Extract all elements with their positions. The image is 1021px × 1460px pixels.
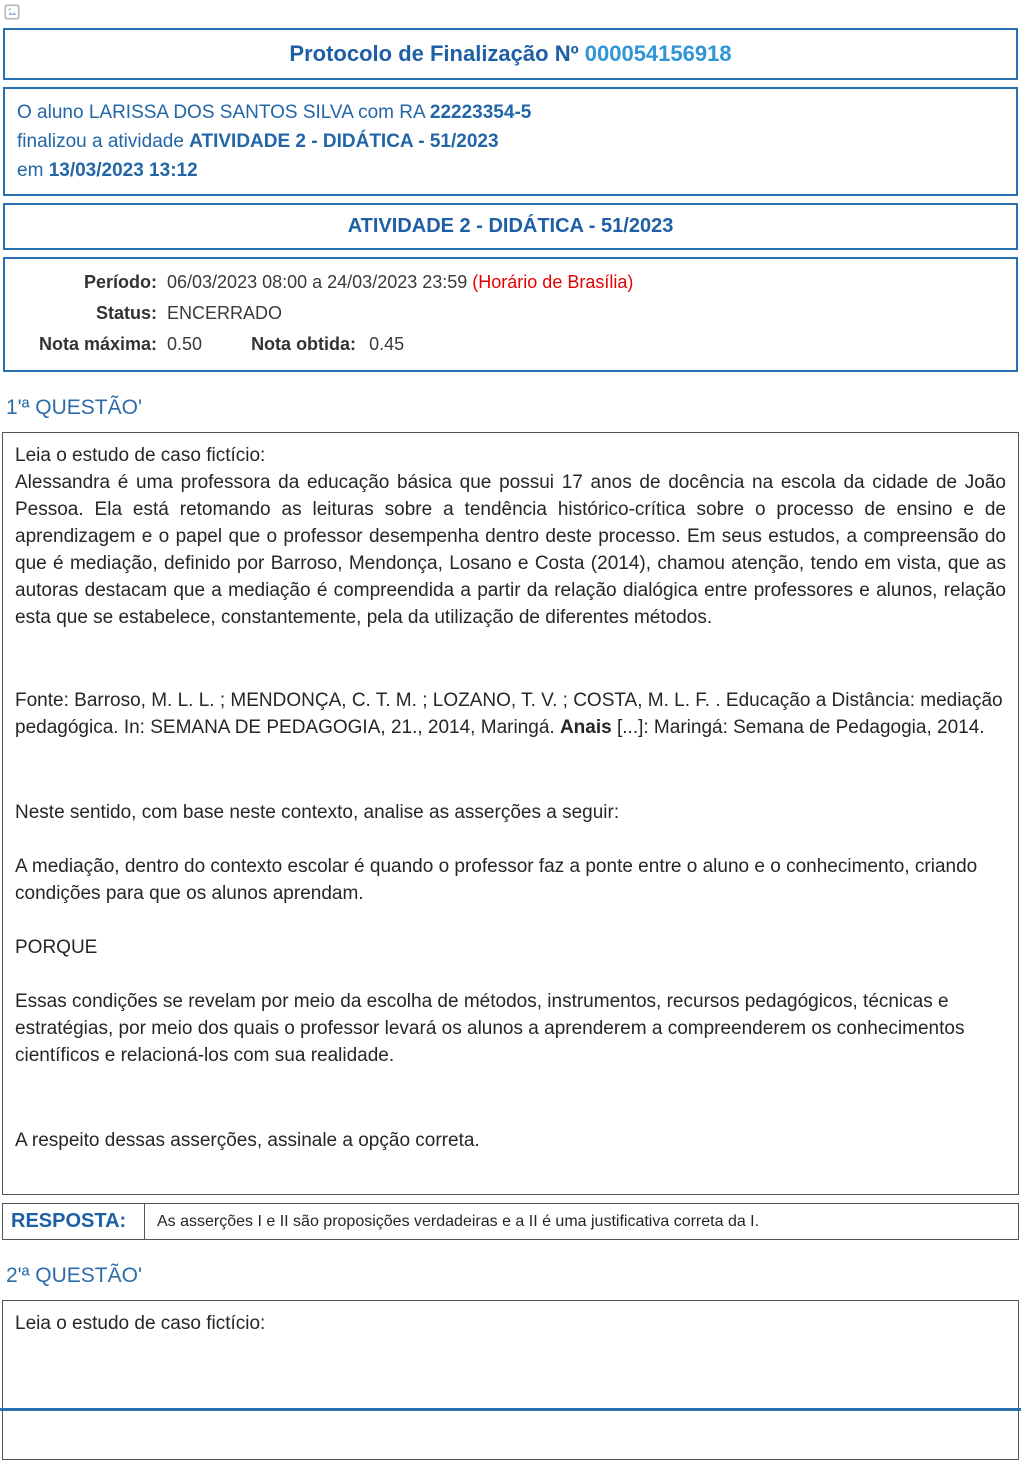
periodo-row [5, 267, 1016, 298]
question1-case-text: Alessandra é uma professora da educação básica que possui 17 anos de docência na escola da cidade de João Pessoa. Ela está retomando as leituras sobre a tendência histórico-crítica sobre o processo de ensino e de aprendizagem e o papel que o professor desempenha dentro deste processo. Em seus estudos, a compreensão do que é mediação, definido por Barroso, Mendonça, Losano e Costa (2014), chamou atenção, tendo em vista, que as autoras destacam que a mediação é compreendida a partir da relação dialógica entre professores e alunos, relação esta que se estabelece, constantemente, pela da utilização de diferentes métodos. [15, 472, 1006, 628]
question1-box [2, 432, 1019, 1195]
question1-assertion1: A mediação, dentro do contexto escolar é quando o professor faz a ponte entre o aluno e o conhecimento, criando condições para que os alunos aprendam. [15, 856, 978, 904]
activity-details-box [3, 257, 1018, 372]
periodo-dates: 06/03/2023 08:00 a 24/03/2023 23:59 [167, 272, 468, 292]
nota-maxima-value: 0.50 [167, 334, 203, 354]
nota-obtida-value: 0.45 [369, 334, 405, 354]
finalization-datetime: 13/03/2023 13:12 [48, 160, 198, 181]
fonte-prefix: Fonte: Barroso, M. L. L. ; MENDONÇA, C. T. M. ; LOZANO, T. V. ; COSTA, M. L. F. . Educação a Distância: mediação pedagógica. In: SEMANA DE PEDAGOGIA, 21., 2014, Maringá. [15, 690, 1003, 738]
question1-assertion2: Essas condições se revelam por meio da escolha de métodos, instrumentos, recursos pedagógicos, técnicas e estratégias, por meio dos quais o professor levará os alunos a aprenderem a compreenderem os conhecimentos científicos e relacioná-los com sua realidade. [15, 991, 965, 1066]
question1-connector: PORQUE [15, 937, 98, 958]
em-text: em [17, 160, 44, 181]
resposta-label: RESPOSTA: [3, 1204, 145, 1239]
student-info-box [3, 87, 1018, 196]
question1-analysis-intro: Neste sentido, com base neste contexto, analise as asserções a seguir: [15, 802, 620, 823]
question1-resposta-box [2, 1203, 1019, 1240]
nota-maxima-label: Nota máxima: [38, 334, 157, 354]
student-info-line3 [17, 156, 1004, 185]
nota-obtida-label: Nota obtida: [251, 334, 357, 354]
question1-closing: A respeito dessas asserções, assinale a opção correta. [15, 1130, 480, 1151]
student-info-line2 [17, 127, 1004, 156]
protocol-number: 000054156918 [584, 41, 732, 66]
broken-image-icon [3, 3, 21, 21]
student-ra: 22223354-5 [429, 102, 532, 123]
fonte-anais: Anais [559, 717, 612, 738]
question2-box [2, 1300, 1019, 1460]
bottom-separator-line [0, 1408, 1021, 1411]
status-row [5, 298, 1016, 329]
protocol-title-text: Protocolo de Finalização Nº [289, 41, 579, 66]
question2-intro: Leia o estudo de caso fictício: [15, 1313, 266, 1334]
periodo-timezone: (Horário de Brasília) [472, 272, 634, 292]
nota-row [5, 329, 1016, 360]
finalizou-text: finalizou a atividade [17, 131, 184, 152]
question2-heading: 2'ª QUESTÃO' [6, 1264, 142, 1287]
activity-title: ATIVIDADE 2 - DIDÁTICA - 51/2023 [347, 215, 674, 237]
student-name-text: O aluno LARISSA DOS SANTOS SILVA com RA [17, 102, 425, 123]
question1-intro: Leia o estudo de caso fictício: [15, 445, 266, 466]
nota-values [157, 329, 404, 360]
fonte-suffix: [...]: Maringá: Semana de Pedagogia, 2014. [616, 717, 985, 738]
question1-heading: 1'ª QUESTÃO' [6, 396, 142, 419]
activity-name: ATIVIDADE 2 - DIDÁTICA - 51/2023 [189, 131, 499, 152]
status-value: ENCERRADO [167, 303, 283, 323]
periodo-label: Período: [83, 272, 157, 292]
student-info-line1 [17, 98, 1004, 127]
question1-fonte [15, 687, 1006, 741]
activity-title-box [3, 203, 1018, 250]
page-title [5, 30, 1016, 78]
periodo-value [157, 267, 633, 298]
resposta-text: As asserções I e II são proposições verdadeiras e a II é uma justificativa correta da I. [157, 1212, 760, 1230]
status-label: Status: [95, 303, 157, 323]
protocol-header-box [3, 28, 1018, 80]
